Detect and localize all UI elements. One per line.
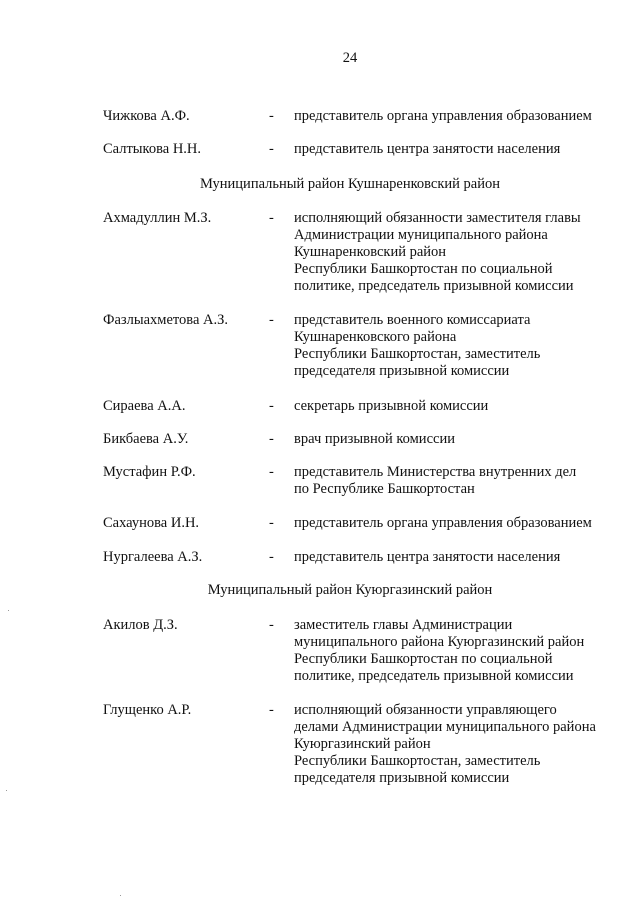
role-line: Администрации муниципального района [294, 227, 548, 243]
role-line: делами Администрации муниципального района [294, 719, 596, 735]
role-line: заместитель главы Администрации [294, 617, 513, 633]
member-role [294, 617, 634, 685]
role-line: врач призывной комиссии [294, 431, 455, 447]
role-line: исполняющий обязанности заместителя главы [294, 210, 581, 226]
role-line: Кушнаренковского района [294, 329, 457, 345]
dash-separator: - [269, 210, 274, 226]
role-line: политике, председатель призывной комиссии [294, 278, 574, 294]
member-role [294, 549, 634, 566]
member-name: Сахаунова И.Н. [103, 515, 200, 531]
member-role [294, 464, 634, 498]
scan-speck [6, 790, 7, 791]
role-line: Республики Башкортостан, заместитель [294, 753, 541, 769]
role-line: представитель Министерства внутренних дел [294, 464, 577, 480]
member-name: Мустафин Р.Ф. [103, 464, 196, 480]
role-line: исполняющий обязанности управляющего [294, 702, 557, 718]
scan-speck [8, 610, 9, 611]
dash-separator: - [269, 141, 274, 157]
role-line: представитель центра занятости населения [294, 141, 561, 157]
role-line: представитель военного комиссариата [294, 312, 531, 328]
member-role [294, 702, 634, 787]
role-line: представитель органа управления образованием [294, 108, 592, 124]
member-role [294, 431, 634, 448]
member-role [294, 398, 634, 415]
scan-speck [120, 895, 121, 896]
dash-separator: - [269, 431, 274, 447]
member-name: Нургалеева А.З. [103, 549, 203, 565]
dash-separator: - [269, 702, 274, 718]
dash-separator: - [269, 549, 274, 565]
member-role [294, 141, 634, 158]
role-line: Республики Башкортостан, заместитель [294, 346, 541, 362]
role-line: секретарь призывной комиссии [294, 398, 489, 414]
page-number: 24 [342, 50, 358, 66]
member-role [294, 108, 634, 125]
role-line: по Республике Башкортостан [294, 481, 475, 497]
role-line: представитель органа управления образованием [294, 515, 592, 531]
member-name: Акилов Д.З. [103, 617, 178, 633]
role-line: представитель центра занятости населения [294, 549, 561, 565]
role-line: муниципального района Куюргазинский район [294, 634, 585, 650]
member-role [294, 210, 634, 295]
role-line: политике, председатель призывной комиссии [294, 668, 574, 684]
dash-separator: - [269, 515, 274, 531]
role-line: Куюргазинский район [294, 736, 431, 752]
section-heading: Муниципальный район Кушнаренковский район [200, 176, 500, 192]
member-name: Чижкова А.Ф. [103, 108, 190, 124]
role-line: председателя призывной комиссии [294, 363, 510, 379]
role-line: Республики Башкортостан по социальной [294, 261, 553, 277]
member-name: Сираева А.А. [103, 398, 186, 414]
section-heading: Муниципальный район Куюргазинский район [207, 582, 493, 598]
member-name: Ахмадуллин М.З. [103, 210, 212, 226]
role-line: Республики Башкортостан по социальной [294, 651, 553, 667]
member-role [294, 312, 634, 380]
member-name: Бикбаева А.У. [103, 431, 189, 447]
role-line: председателя призывной комиссии [294, 770, 510, 786]
dash-separator: - [269, 617, 274, 633]
dash-separator: - [269, 464, 274, 480]
dash-separator: - [269, 398, 274, 414]
member-name: Глущенко А.Р. [103, 702, 192, 718]
role-line: Кушнаренковский район [294, 244, 447, 260]
member-name: Фазлыахметова А.З. [103, 312, 228, 328]
dash-separator: - [269, 108, 274, 124]
member-name: Салтыкова Н.Н. [103, 141, 202, 157]
dash-separator: - [269, 312, 274, 328]
member-role [294, 515, 634, 532]
